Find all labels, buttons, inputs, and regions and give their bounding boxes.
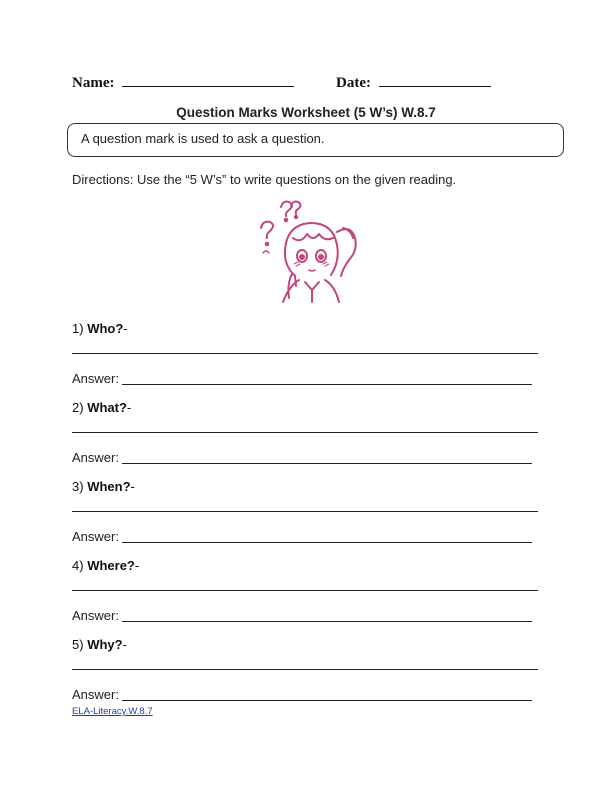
answer-4-line[interactable] (122, 621, 532, 622)
answer-2-label: Answer: (72, 450, 119, 465)
answer-3-line[interactable] (122, 542, 532, 543)
date-blank-line[interactable] (379, 72, 491, 87)
answer-3-label: Answer: (72, 529, 119, 544)
worksheet-title: Question Marks Worksheet (5 W’s) W.8.7 (176, 105, 436, 120)
answer-1-line[interactable] (122, 384, 532, 385)
name-label: Name: (72, 75, 115, 91)
directions-text: Directions: Use the “5 W’s” to write questions on the given reading. (72, 172, 457, 187)
date-label: Date: (336, 75, 371, 91)
confused-girl-illustration (255, 198, 365, 308)
answer-5-line[interactable] (122, 700, 532, 701)
question-2-write-line[interactable] (72, 432, 538, 433)
question-3-write-line[interactable] (72, 511, 538, 512)
question-2-label: 2) What?- (72, 400, 132, 415)
question-3-label: 3) When?- (72, 479, 135, 494)
question-1-label: 1) Who?- (72, 321, 128, 336)
answer-5-label: Answer: (72, 687, 119, 702)
answer-1-label: Answer: (72, 371, 119, 386)
name-field-group (72, 72, 294, 92)
question-5-label: 5) Why?- (72, 637, 127, 652)
name-blank-line[interactable] (122, 72, 294, 87)
standard-link[interactable]: ELA-Literacy.W.8.7 (72, 706, 153, 717)
question-5-write-line[interactable] (72, 669, 538, 670)
statement-box (67, 123, 564, 157)
date-field-group (336, 72, 491, 92)
question-4-write-line[interactable] (72, 590, 538, 591)
question-4-label: 4) Where?- (72, 558, 140, 573)
question-1-write-line[interactable] (72, 353, 538, 354)
answer-2-line[interactable] (122, 463, 532, 464)
answer-4-label: Answer: (72, 608, 119, 623)
statement-text: A question mark is used to ask a question. (81, 131, 325, 146)
